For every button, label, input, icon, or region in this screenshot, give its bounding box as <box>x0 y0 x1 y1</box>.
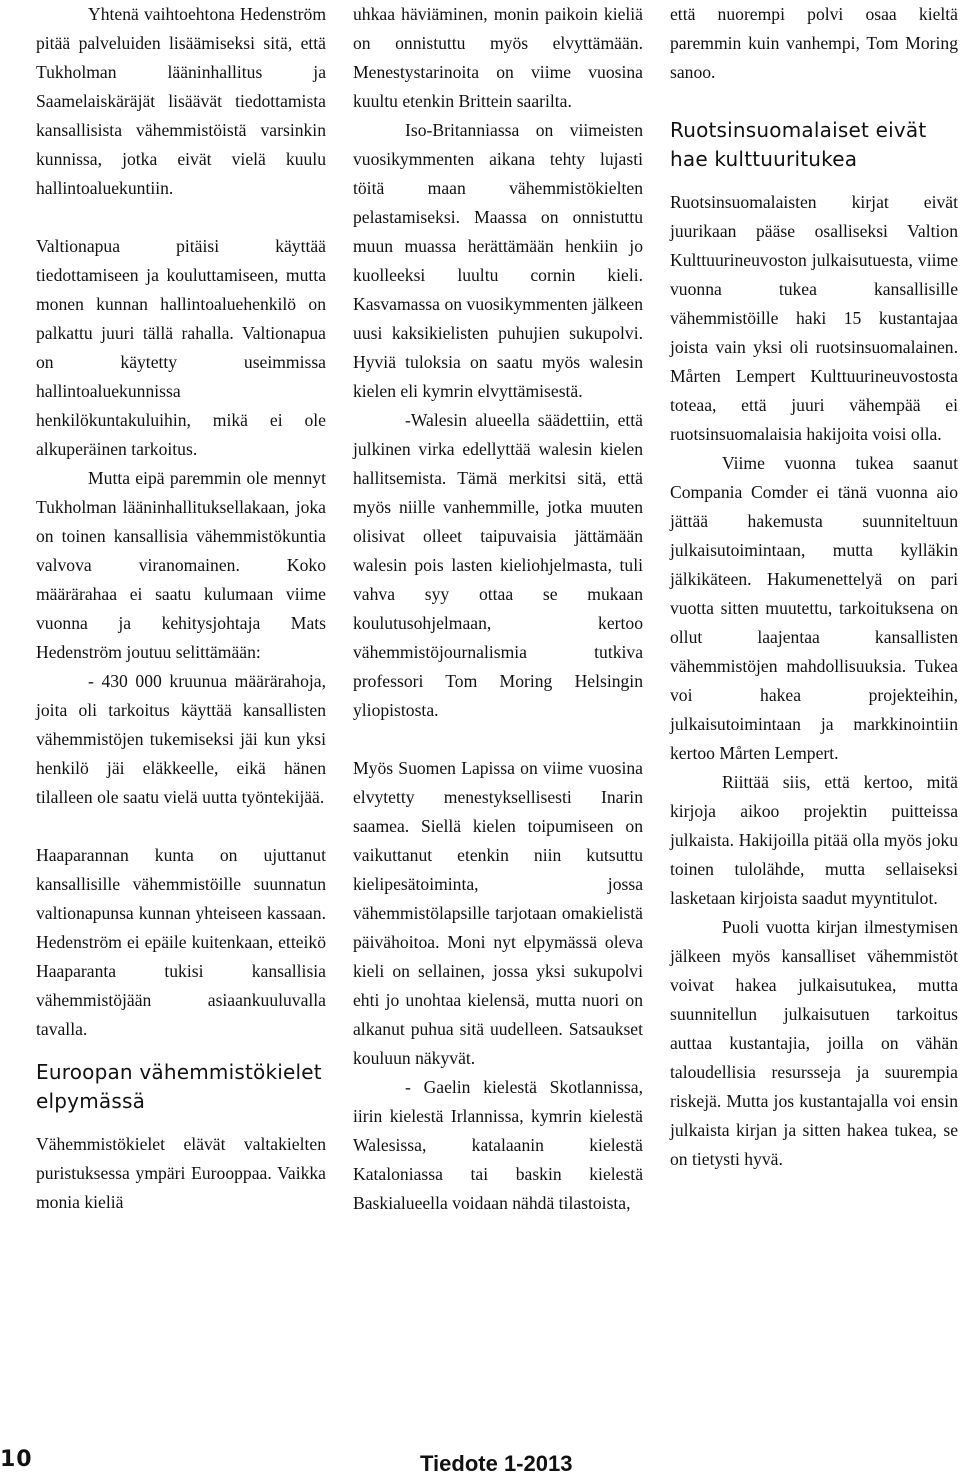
page-number: 10 <box>0 1447 33 1472</box>
paragraph: - 430 000 kruunua määrärahoja, joita oli tarkoitus käyttää kansallisten vähemmistöjen tukemiseksi jäi kun yksi henkilö jäi eläkkeelle, eikä hänen tilalleen ole saatu vielä uutta työntekijää. <box>36 671 326 807</box>
column-2 <box>353 0 643 1218</box>
paragraph: Ruotsinsuomalaisten kirjat eivät juurikaan pääse osalliseksi Valtion Kulttuurineuvoston julkaisutuesta, viime vuonna tukea kansallisille vähemmistöille haki 15 kustantajaa joista vain yksi oli ruotsinsuomalainen. Mårten Lempert Kulttuurineuvostosta toteaa, että juuri vähempää ei ruotsinsuomalaisia hakijoita voisi olla. <box>670 192 958 444</box>
paragraph: Myös Suomen Lapissa on viime vuosina elvytetty menestyksellisesti Inarin saamea. Siellä kielen toipumiseen on vaikuttanut etenkin niin kutsuttu kielipesätoiminta, jossa vähemmistölapsille tarjotaan omakielistä päivähoitoa. Moni nyt elpymässä oleva kieli on sellainen, jossa yksi sukupolvi ehti jo unohtaa kielensä, mutta nuori on alkanut puhua sitä uudelleen. Satsaukset kouluun näkyvät. <box>353 758 643 1068</box>
column-1 <box>36 0 326 1217</box>
column-3 <box>670 0 958 1174</box>
paragraph: Haaparannan kunta on ujuttanut kansallisille vähemmistöille suunnatun valtionapunsa kunnan yhteiseen kassaan. Hedenström ei epäile kuitenkaan, etteikö Haaparanta tukisi kansallisia vähemmistöjään asiaankuuluvalla tavalla. <box>36 845 326 1039</box>
paragraph: Viime vuonna tukea saanut Compania Comder ei tänä vuonna aio jättää hakemusta suunniteltuun julkaisutoimintaan, mutta kylläkin jälkikäteen. Hakumenettelyä on pari vuotta sitten muutettu, tarkoituksena on ollut laajentaa kansallisten vähemmistöjen mahdollisuuksia. Tukea voi hakea projekteihin, julkaisutoimintaan ja markkinointiin kertoo Mårten Lempert. <box>670 453 958 763</box>
paragraph: että nuorempi polvi osaa kieltä paremmin kuin vanhempi, Tom Moring sanoo. <box>670 4 958 82</box>
paragraph: -Walesin alueella säädettiin, että julkinen virka edellyttää walesin kielen hallitsemista. Tämä merkitsi sitä, että myös niille vanhemmille, jotka muuten olisivat olleet taipuvaisia jättämään walesin pois lasten kieliohjelmasta, tuli vahva syy ottaa se mukaan koulutusohjelmaan, kertoo vähemmistöjournalismia tutkiva professori Tom Moring Helsingin yliopistosta. <box>353 410 643 720</box>
paragraph: - Gaelin kielestä Skotlannissa, iirin kielestä Irlannissa, kymrin kielestä Walesissa, katalaanin kielestä Kataloniassa tai baskin kielestä Baskialueella voidaan nähdä tilastoista, <box>353 1077 643 1213</box>
section-heading: Ruotsinsuomalaiset eivät hae kulttuuritukea <box>670 118 927 171</box>
publication-title: Tiedote 1-2013 <box>420 1451 573 1476</box>
paragraph: Mutta eipä paremmin ole mennyt Tukholman lääninhallituksellakaan, joka on toinen kansallisia vähemmistökuntia valvova viranomainen. Koko määrärahaa ei saatu kulumaan viime vuonna ja kehitysjohtaja Mats Hedenström joutuu selittämään: <box>36 468 326 662</box>
paragraph: Vähemmistökielet elävät valtakielten puristuksessa ympäri Eurooppaa. Vaikka monia kieliä <box>36 1134 326 1212</box>
paragraph: uhkaa häviäminen, monin paikoin kieliä on onnistuttu myös elvyttämään. Menestystarinoita on viime vuosina kuultu etenkin Brittein saarilta. <box>353 4 643 111</box>
paragraph: Riittää siis, että kertoo, mitä kirjoja aikoo projektin puitteissa julkaista. Hakijoilla pitää olla myös joku toinen tulolähde, mutta sellaiseksi lasketaan kirjoista saadut myyntitulot. <box>670 772 958 908</box>
paragraph: Puoli vuotta kirjan ilmestymisen jälkeen myös kansalliset vähemmistöt voivat hakea julkaisutukea, mutta suunnitellun julkaisutuen tarkoitus auttaa kustantajia, joilla on vähän taloudellisia resursseja ja suurempia riskejä. Mutta jos kustantajalla voi ensin julkaista kirjan ja sitten hakea tukea, se on tietysti hyvä. <box>670 917 958 1169</box>
paragraph: Valtionapua pitäisi käyttää tiedottamiseen ja kouluttamiseen, mutta monen kunnan hallintoaluehenkilö on palkattu juuri tällä rahalla. Valtionapua on käytetty useimmissa hallintoaluekunnissa henkilökuntakuluihin, mikä ei ole alkuperäinen tarkoitus. <box>36 236 326 459</box>
paragraph: Iso-Britanniassa on viimeisten vuosikymmenten aikana tehty lujasti töitä maan vähemmistökielten pelastamiseksi. Maassa on onnistuttu muun muassa herättämään henkiin jo kuolleeksi luultu cornin kieli. Kasvamassa on vuosikymmenten jälkeen uusi kaksikielisten puhujien sukupolvi. Hyviä tuloksia on saatu myös walesin kielen eli kymrin elvyttämisestä. <box>353 120 643 401</box>
section-heading: Euroopan vähemmistökielet elpymässä <box>36 1060 322 1113</box>
paragraph: Yhtenä vaihtoehtona Hedenström pitää palveluiden lisäämiseksi sitä, että Tukholman lääninhallitus ja Saamelaiskäräjät lisäävät tiedottamista kansallisista vähemmistöistä varsinkin kunnissa, jotka eivät vielä kuulu hallintoaluekuntiin. <box>36 4 326 198</box>
